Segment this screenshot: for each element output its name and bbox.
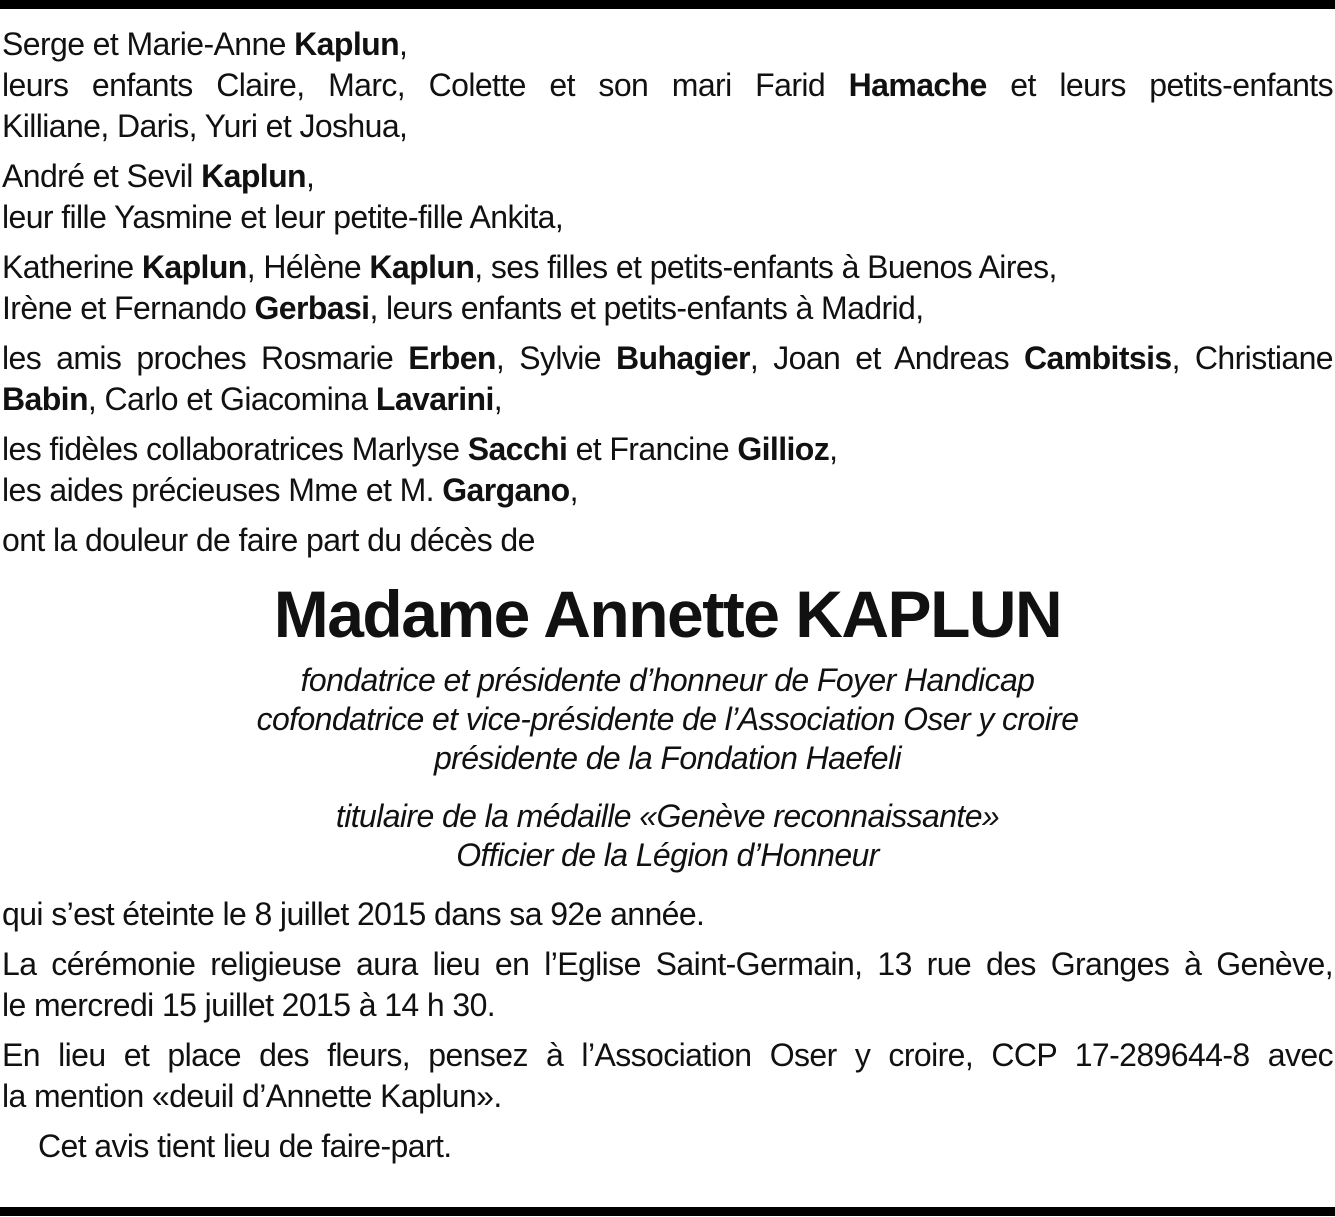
deceased-name: Madame Annette KAPLUN <box>273 577 1062 651</box>
text-line: le mercredi 15 juillet 2015 à 14 h 30. <box>2 987 496 1023</box>
role-line: présidente de la Fondation Haefeli <box>433 740 902 776</box>
deceased-honors <box>2 797 1333 875</box>
text-line: les aides précieuses Mme et M. Gargano, <box>2 472 578 508</box>
honor-line: titulaire de la médaille «Genève reconnaissante» <box>335 798 1000 834</box>
text-line: Serge et Marie-Anne Kaplun, <box>2 26 408 62</box>
surname: Cambitsis <box>1024 340 1172 376</box>
family-group-serge <box>2 24 1333 147</box>
surname: Kaplun <box>369 249 475 285</box>
text-line: les amis proches Rosmarie Erben, Sylvie Buhagier, Joan et Andreas Cambitsis, Christiane <box>2 340 1333 376</box>
surname: Hamache <box>848 67 987 103</box>
ceremony-info <box>2 944 1333 1026</box>
surname: Kaplun <box>294 26 400 62</box>
surname: Kaplun <box>141 249 247 285</box>
surname: Lavarini <box>375 381 494 417</box>
collaborators-group <box>2 429 1333 511</box>
top-rule <box>0 0 1335 9</box>
role-line: cofondatrice et vice-présidente de l’Association Oser y croire <box>256 701 1079 737</box>
text-line: Katherine Kaplun, Hélène Kaplun, ses filles et petits-enfants à Buenos Aires, <box>2 249 1057 285</box>
text-line: qui s’est éteinte le 8 juillet 2015 dans sa 92e année. <box>2 896 705 932</box>
text-line: ont la douleur de faire part du décès de <box>2 522 535 558</box>
surname: Kaplun <box>201 158 306 194</box>
text-line: La cérémonie religieuse aura lieu en l’Eglise Saint-Germain, 13 rue des Granges à Genève, <box>2 946 1333 982</box>
surname: Gillioz <box>737 431 830 467</box>
text-line: André et Sevil Kaplun, <box>2 158 315 194</box>
surname: Erben <box>408 340 496 376</box>
text-line: Cet avis tient lieu de faire-part. <box>38 1128 452 1164</box>
family-group-katherine <box>2 247 1333 329</box>
flowers-info <box>2 1035 1333 1117</box>
honor-line: Officier de la Légion d’Honneur <box>456 837 879 873</box>
text-line: leurs enfants Claire, Marc, Colette et son mari Farid Hamache et leurs petits-enfants <box>2 67 1333 103</box>
friends-group <box>2 338 1333 420</box>
family-group-andre <box>2 156 1333 238</box>
text-line: Irène et Fernando Gerbasi, leurs enfants et petits-enfants à Madrid, <box>2 290 924 326</box>
surname: Babin <box>2 381 88 417</box>
text-line: les fidèles collaboratrices Marlyse Sacchi et Francine Gillioz, <box>2 431 838 467</box>
text-line: leur fille Yasmine et leur petite-fille Ankita, <box>2 199 564 235</box>
surname: Sacchi <box>467 431 568 467</box>
role-line: fondatrice et présidente d’honneur de Foyer Handicap <box>300 662 1035 698</box>
surname: Gargano <box>442 472 570 508</box>
death-date <box>2 894 1333 935</box>
surname: Buhagier <box>616 340 750 376</box>
bottom-rule <box>0 1207 1335 1216</box>
surname: Gerbasi <box>254 290 370 326</box>
text-line: la mention «deuil d’Annette Kaplun». <box>2 1078 502 1114</box>
announcement-line <box>2 520 1333 561</box>
text-line: En lieu et place des fleurs, pensez à l’Association Oser y croire, CCP 17-289644-8 avec <box>2 1037 1333 1073</box>
obituary-notice <box>2 24 1333 1176</box>
text-line: Babin, Carlo et Giacomina Lavarini, <box>2 381 503 417</box>
deceased-roles <box>2 661 1333 778</box>
text-line: Killiane, Daris, Yuri et Joshua, <box>2 108 408 144</box>
closing-note <box>2 1126 1333 1167</box>
